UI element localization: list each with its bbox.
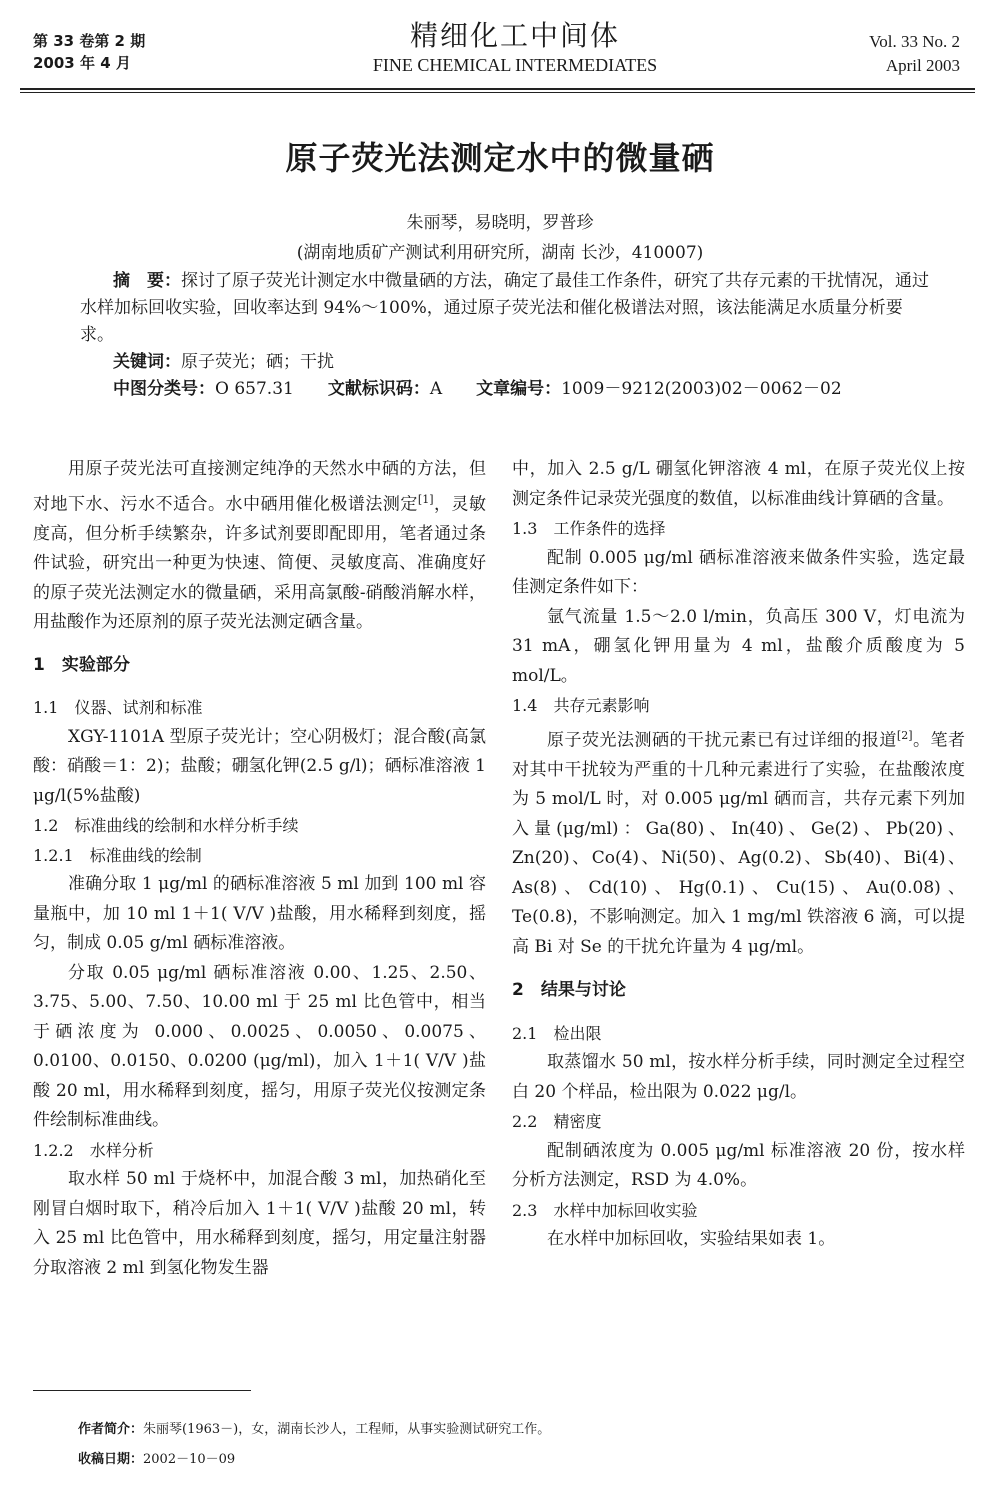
issue-info-en [869, 30, 960, 78]
doc-code-label: 文献标识码： [327, 379, 430, 399]
section-1-1-heading: 1.1 仪器、试剂和标准 [33, 698, 203, 718]
abstract-block [80, 268, 930, 403]
section-1-3-heading: 1.3 工作条件的选择 [512, 519, 666, 538]
keywords-label: 关键词： [113, 352, 181, 372]
section-2-3-text: 在水样中加标回收，实验结果如表 1。 [547, 1229, 836, 1250]
journal-name-en: FINE CHEMICAL INTERMEDIATES [372, 55, 658, 75]
section-2-3-heading: 2.3 水样中加标回收实验 [512, 1200, 698, 1220]
section-2-heading: 2 结果与讨论 [512, 980, 626, 1001]
article-no-label: 文章编号： [476, 379, 562, 399]
volume-issue-cn: 第 33 卷第 2 期 [33, 32, 146, 50]
section-1-2-1-text-b: 分取 0.05 μg/ml 硒标准溶液 0.00、1.25、2.50、3.75、5.00、7.50、10.00 ml 于 25 ml 比色管中，相当于硒浓度为 0.000、0.0025、0.0050、0.0075、0.0100、0.0150、0.0200 (μg/ml)，加入 1＋1( V/V )盐酸 20 ml，用水稀释到刻度，摇匀，用原子荧光仪按测定条件绘制标准曲线。 [33, 962, 486, 1131]
section-1-2-2-text: 取水样 50 ml 于烧杯中，加混合酸 3 ml，加热硝化至刚冒白烟时取下，稍冷后加入 1＋1( V/V )盐酸 20 ml，转入 25 ml 比色管中，用水稀释到刻度，摇匀，用定量注射器分取溶液 2 ml 到氢化物发生器 [33, 1169, 486, 1278]
citation-2: [2] [896, 728, 913, 742]
section-1-2-heading: 1.2 标准曲线的绘制和水样分析手续 [33, 816, 299, 836]
classification-line [113, 376, 930, 403]
section-1-heading: 1 实验部分 [33, 654, 130, 675]
section-1-2-1-text-a: 准确分取 1 μg/ml 的硒标准溶液 5 ml 加到 100 ml 容量瓶中，加 10 ml 1＋1( V/V )盐酸，用水稀释到刻度，摇匀，制成 0.05 g/ml 硒标准溶液。 [33, 874, 486, 954]
right-column [512, 455, 965, 1255]
section-1-3-text-a: 配制 0.005 μg/ml 硒标准溶液来做条件实验，选定最佳测定条件如下： [512, 547, 965, 597]
section-2-1-text: 取蒸馏水 50 ml，按水样分析手续，同时测定全过程空白 20 个样品，检出限为 0.022 μg/l。 [512, 1052, 965, 1102]
section-1-2-1-heading: 1.2.1 标准曲线的绘制 [33, 845, 202, 865]
left-column [33, 455, 486, 1283]
article-title: 原子荧光法测定水中的微量硒 [285, 139, 715, 177]
section-1-2-2-heading: 1.2.2 水样分析 [33, 1140, 154, 1160]
doc-code-value: A [429, 379, 443, 399]
section-2-2-text: 配制硒浓度为 0.005 μg/ml 标准溶液 20 份，按水样分析方法测定，RSD 为 4.0%。 [512, 1140, 965, 1191]
section-1-1-text: XGY-1101A 型原子荧光计；空心阴极灯；混合酸(高氯酸：硝酸＝1：2)；盐酸；硼氢化钾(2.5 g/l)；硒标准溶液 1 μg/l(5%盐酸) [33, 726, 486, 806]
received-date-label: 收稿日期： [78, 1452, 144, 1467]
affiliation: (湖南地质矿产测试利用研究所，湖南 长沙，410007) [296, 243, 704, 263]
intro-paragraph [33, 455, 486, 638]
intro-text-a: 用原子荧光法可直接测定纯净的天然水中硒的方法，但对地下水、污水不适合。水中硒用催化极谱法测定 [33, 459, 486, 515]
header-rule-thin [20, 92, 975, 93]
citation-1: [1] [417, 492, 434, 506]
received-date-footnote [78, 1450, 235, 1470]
clc-value: O 657.31 [215, 379, 294, 399]
section-1-4-text-b: 。笔者对其中干扰较为严重的十几种元素进行了实验，在盐酸浓度为 5 mol/L 时，对 0.005 μg/ml 硒而言，共存元素下列加入量(μg/ml)：Ga(80)、In(40)、Ge(2)、Pb(20)、Zn(20)、Co(4)、Ni(50)、Ag(0.2)、Sb(40)、Bi(4)、As(8)、Cd(10)、Hg(0.1)、Cu(15)、Au(0.08)、Te(0.8)，不影响测定。加入 1 mg/ml 铁溶液 6 滴，可以提高 Bi 对 Se 的干扰允许量为 4 μg/ml。 [512, 730, 966, 957]
section-1-4-text [512, 721, 965, 963]
author-list: 朱丽琴，易晓明，罗普珍 [406, 213, 594, 233]
header-rule-thick [20, 88, 975, 90]
section-1-4-heading: 1.4 共存元素影响 [512, 696, 650, 715]
issue-info [33, 30, 145, 74]
date-cn: 2003 年 4 月 [33, 54, 131, 72]
author-bio-label: 作者简介： [78, 1422, 144, 1437]
intro-text-b: ，灵敏度高，但分析手续繁杂，许多试剂要即配即用，笔者通过条件试验，研究出一种更为快速、简便、灵敏度高、准确度好的原子荧光法测定水的微量硒，采用高氯酸-硝酸消解水样，用盐酸作为还原剂的原子荧光法测定硒含量。 [33, 494, 487, 633]
footnote-rule [33, 1390, 251, 1391]
section-1-3-text-b: 氩气流量 1.5～2.0 l/min，负高压 300 V，灯电流为 31 mA，硼氢化钾用量为 4 ml，盐酸介质酸度为 5 mol/L。 [512, 606, 965, 686]
date-en: April 2003 [885, 56, 960, 75]
received-date-text: 2002－10－09 [143, 1452, 236, 1467]
section-1-4-text-a: 原子荧光法测硒的干扰元素已有过详细的报道 [547, 730, 897, 751]
keywords [113, 349, 930, 376]
journal-name [300, 18, 730, 76]
abstract-label: 摘 要： [113, 271, 181, 291]
section-2-2-heading: 2.2 精密度 [512, 1112, 602, 1132]
article-no-value: 1009－9212(2003)02－0062－02 [561, 379, 842, 399]
continued-paragraph: 中，加入 2.5 g/L 硼氢化钾溶液 4 ml，在原子荧光仪上按测定条件记录荧光强度的数值，以标准曲线计算硒的含量。 [512, 459, 965, 509]
author-bio-footnote [78, 1420, 550, 1440]
keywords-text: 原子荧光；硒；干扰 [181, 352, 334, 372]
author-bio-text: 朱丽琴(1963－)，女，湖南长沙人，工程师，从事实验测试研究工作。 [143, 1422, 551, 1437]
journal-name-cn: 精细化工中间体 [409, 19, 620, 52]
abstract-text: 探讨了原子荧光计测定水中微量硒的方法，确定了最佳工作条件，研究了共存元素的干扰情况，通过水样加标回收实验，回收率达到 94%～100%，通过原子荧光法和催化极谱法对照，该法能满足水质量分析要求。 [80, 271, 929, 345]
clc-label: 中图分类号： [113, 379, 215, 399]
section-2-1-heading: 2.1 检出限 [512, 1023, 602, 1043]
abstract [80, 268, 930, 349]
volume-issue-en: Vol. 33 No. 2 [869, 32, 960, 51]
